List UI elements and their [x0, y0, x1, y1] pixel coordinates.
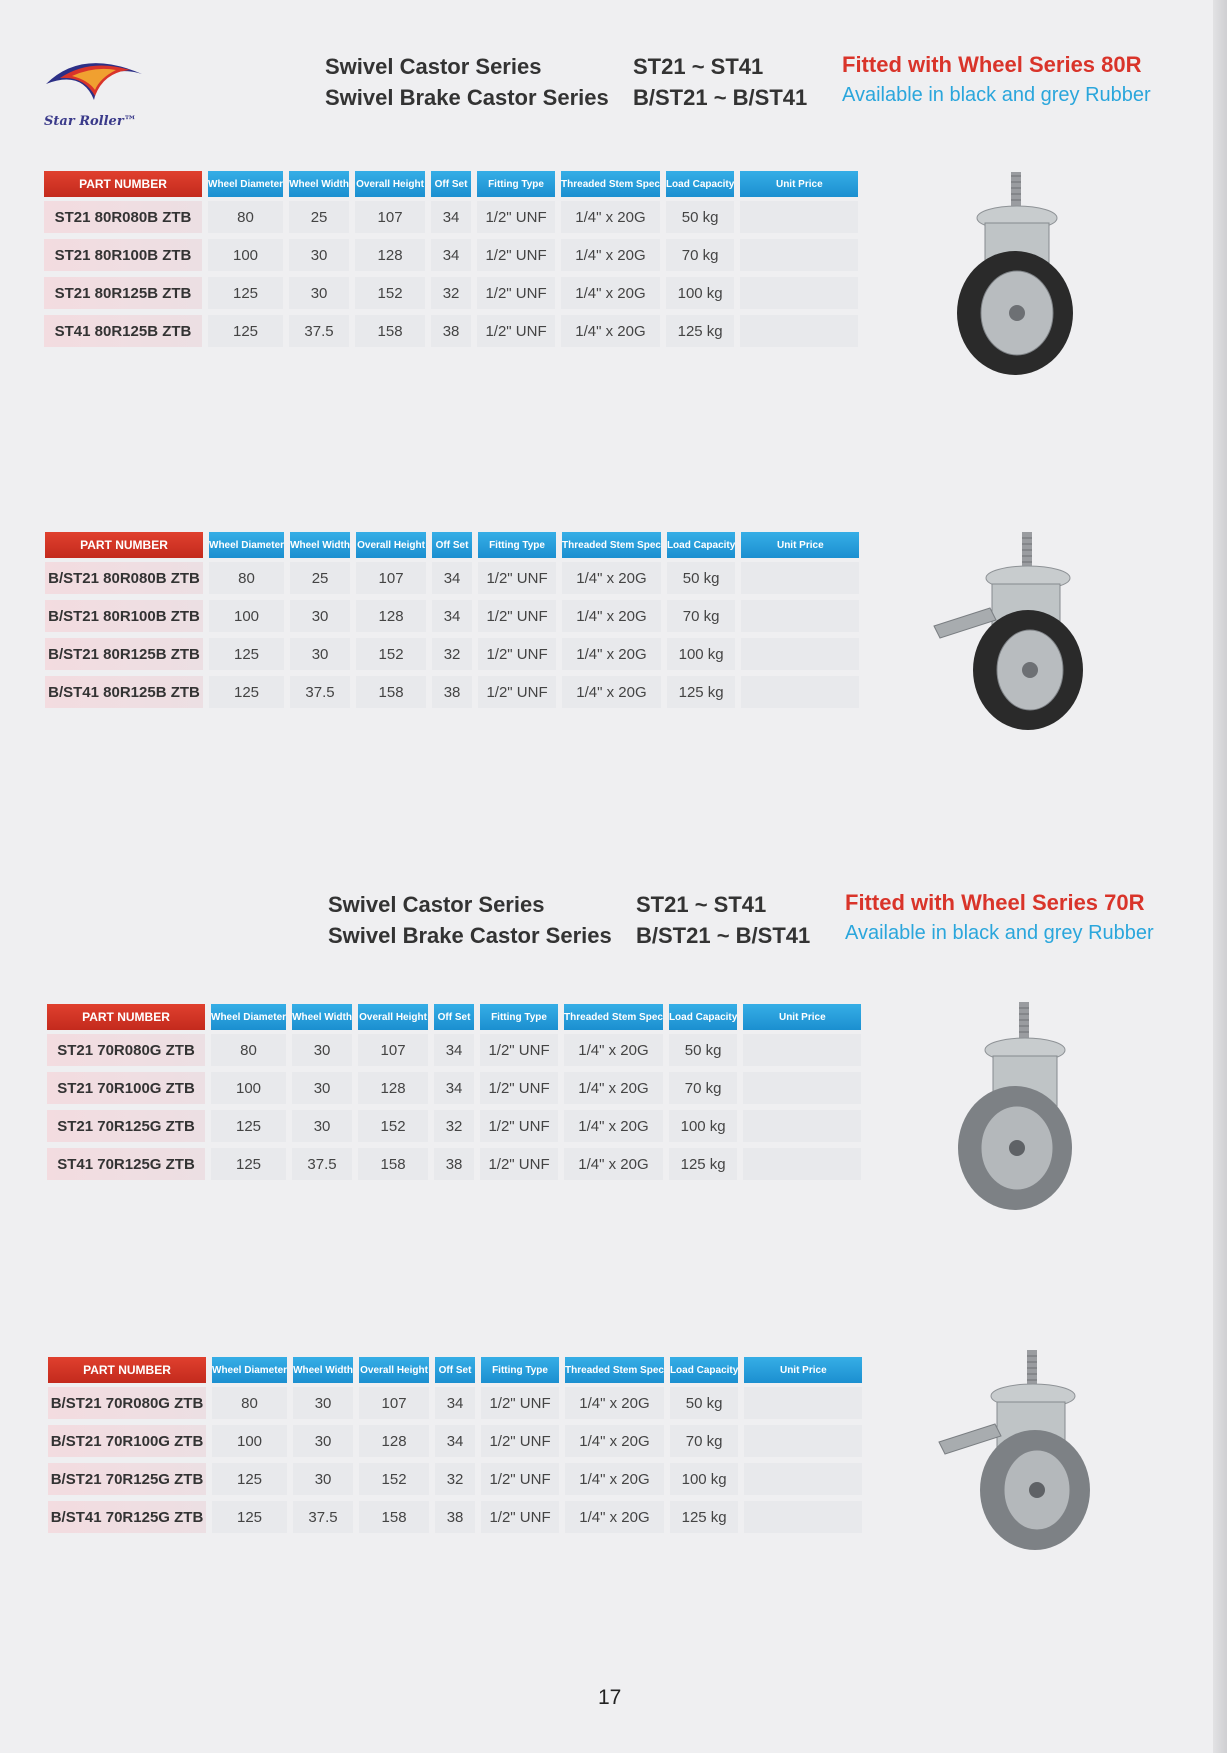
cell-overall-height: 128	[358, 1072, 428, 1110]
cell-part-number: ST21 70R100G ZTB	[47, 1072, 205, 1110]
brand-name: Star Roller™	[44, 114, 137, 129]
section-1-wheel-info	[842, 49, 1151, 111]
cell-threaded-stem-spec: 1/4" x 20G	[564, 1030, 663, 1072]
cell-threaded-stem-spec: 1/4" x 20G	[564, 1110, 663, 1148]
cell-fitting-type: 1/2" UNF	[478, 676, 556, 714]
cell-off-set: 34	[435, 1383, 475, 1425]
cell-wheel-diameter: 100	[211, 1072, 286, 1110]
swivel-castor-grey-image	[945, 1000, 1095, 1215]
cell-fitting-type: 1/2" UNF	[480, 1110, 558, 1148]
series-title: Swivel Brake Castor Series	[328, 923, 612, 948]
cell-fitting-type: 1/2" UNF	[480, 1030, 558, 1072]
cell-unit-price	[743, 1148, 861, 1186]
cell-threaded-stem-spec: 1/4" x 20G	[565, 1463, 664, 1501]
cell-load-capacity: 125 kg	[667, 676, 735, 714]
cell-wheel-diameter: 80	[211, 1030, 286, 1072]
cell-wheel-width: 30	[290, 638, 350, 676]
cell-threaded-stem-spec: 1/4" x 20G	[562, 558, 661, 600]
cell-off-set: 32	[432, 638, 472, 676]
column-header-wheel-diameter: Wheel Diameter	[212, 1357, 287, 1383]
cell-threaded-stem-spec: 1/4" x 20G	[565, 1425, 664, 1463]
fitted-wheel-series: Fitted with Wheel Series 80R	[842, 52, 1142, 77]
cell-wheel-width: 30	[292, 1030, 352, 1072]
column-header-load-capacity: Load Capacity	[669, 1004, 737, 1030]
cell-off-set: 38	[434, 1148, 474, 1186]
cell-unit-price	[740, 277, 858, 315]
section-2-series	[328, 889, 612, 951]
cell-wheel-width: 37.5	[289, 315, 349, 353]
cell-load-capacity: 100 kg	[669, 1110, 737, 1148]
cell-wheel-width: 37.5	[292, 1148, 352, 1186]
cell-wheel-diameter: 125	[211, 1148, 286, 1186]
column-header-off-set: Off Set	[431, 171, 471, 197]
cell-wheel-diameter: 80	[208, 197, 283, 239]
cell-unit-price	[740, 239, 858, 277]
cell-unit-price	[744, 1463, 862, 1501]
cell-threaded-stem-spec: 1/4" x 20G	[561, 239, 660, 277]
cell-unit-price	[740, 197, 858, 239]
cell-wheel-width: 37.5	[293, 1501, 353, 1539]
cell-part-number: B/ST41 70R125G ZTB	[48, 1501, 206, 1539]
table-row	[48, 1501, 862, 1539]
cell-threaded-stem-spec: 1/4" x 20G	[565, 1501, 664, 1539]
column-header-threaded-stem-spec: Threaded Stem Spec	[562, 532, 661, 558]
cell-part-number: B/ST21 70R080G ZTB	[48, 1383, 206, 1425]
cell-wheel-diameter: 100	[209, 600, 284, 638]
cell-off-set: 34	[431, 197, 471, 239]
table-row	[47, 1030, 861, 1072]
cell-load-capacity: 70 kg	[667, 600, 735, 638]
cell-fitting-type: 1/2" UNF	[481, 1501, 559, 1539]
section-1-series	[325, 51, 609, 113]
page-edge	[1213, 0, 1227, 1753]
cell-off-set: 38	[435, 1501, 475, 1539]
cell-unit-price	[741, 638, 859, 676]
cell-wheel-width: 25	[289, 197, 349, 239]
cell-fitting-type: 1/2" UNF	[481, 1383, 559, 1425]
cell-threaded-stem-spec: 1/4" x 20G	[561, 315, 660, 353]
cell-wheel-diameter: 125	[209, 676, 284, 714]
cell-unit-price	[741, 600, 859, 638]
series-codes: ST21 ~ ST41	[636, 892, 767, 917]
cell-overall-height: 158	[359, 1501, 429, 1539]
cell-part-number: ST41 80R125B ZTB	[44, 315, 202, 353]
table-row	[48, 1463, 862, 1501]
column-header-wheel-diameter: Wheel Diameter	[211, 1004, 286, 1030]
cell-load-capacity: 50 kg	[669, 1030, 737, 1072]
cell-fitting-type: 1/2" UNF	[477, 197, 555, 239]
cell-part-number: B/ST21 80R100B ZTB	[45, 600, 203, 638]
table-header-row	[45, 532, 859, 558]
table-row	[45, 638, 859, 676]
cell-off-set: 32	[435, 1463, 475, 1501]
cell-unit-price	[741, 558, 859, 600]
cell-off-set: 32	[431, 277, 471, 315]
column-header-off-set: Off Set	[432, 532, 472, 558]
cell-off-set: 38	[432, 676, 472, 714]
cell-threaded-stem-spec: 1/4" x 20G	[564, 1072, 663, 1110]
table-row	[47, 1110, 861, 1148]
cell-wheel-width: 37.5	[290, 676, 350, 714]
cell-overall-height: 128	[359, 1425, 429, 1463]
table-row	[45, 558, 859, 600]
cell-wheel-width: 30	[290, 600, 350, 638]
column-header-wheel-diameter: Wheel Diameter	[209, 532, 284, 558]
cell-load-capacity: 50 kg	[666, 197, 734, 239]
swivel-castor-black-image	[945, 168, 1095, 380]
cell-overall-height: 107	[359, 1383, 429, 1425]
cell-wheel-diameter: 125	[212, 1463, 287, 1501]
cell-overall-height: 107	[358, 1030, 428, 1072]
fitted-wheel-series: Fitted with Wheel Series 70R	[845, 890, 1145, 915]
cell-fitting-type: 1/2" UNF	[477, 277, 555, 315]
cell-threaded-stem-spec: 1/4" x 20G	[562, 676, 661, 714]
cell-overall-height: 152	[358, 1110, 428, 1148]
series-title: Swivel Castor Series	[325, 54, 542, 79]
cell-load-capacity: 70 kg	[669, 1072, 737, 1110]
cell-unit-price	[744, 1383, 862, 1425]
column-header-fitting-type: Fitting Type	[481, 1357, 559, 1383]
cell-part-number: B/ST41 80R125B ZTB	[45, 676, 203, 714]
cell-load-capacity: 70 kg	[666, 239, 734, 277]
table-row	[45, 676, 859, 714]
cell-overall-height: 158	[358, 1148, 428, 1186]
table-row	[48, 1425, 862, 1463]
spec-table-bst-70r	[42, 1357, 868, 1539]
cell-load-capacity: 125 kg	[670, 1501, 738, 1539]
column-header-off-set: Off Set	[434, 1004, 474, 1030]
table-row	[47, 1148, 861, 1186]
column-header-threaded-stem-spec: Threaded Stem Spec	[561, 171, 660, 197]
table-row	[47, 1072, 861, 1110]
cell-off-set: 34	[432, 600, 472, 638]
cell-wheel-width: 30	[293, 1425, 353, 1463]
cell-threaded-stem-spec: 1/4" x 20G	[565, 1383, 664, 1425]
column-header-load-capacity: Load Capacity	[666, 171, 734, 197]
column-header-overall-height: Overall Height	[359, 1357, 429, 1383]
cell-part-number: ST21 80R080B ZTB	[44, 197, 202, 239]
cell-threaded-stem-spec: 1/4" x 20G	[562, 638, 661, 676]
swivel-brake-castor-black-image	[930, 530, 1100, 735]
cell-threaded-stem-spec: 1/4" x 20G	[562, 600, 661, 638]
cell-wheel-diameter: 125	[212, 1501, 287, 1539]
column-header-wheel-diameter: Wheel Diameter	[208, 171, 283, 197]
cell-load-capacity: 100 kg	[666, 277, 734, 315]
column-header-unit-price: Unit Price	[740, 171, 858, 197]
column-header-fitting-type: Fitting Type	[478, 532, 556, 558]
cell-wheel-diameter: 100	[212, 1425, 287, 1463]
table-row	[44, 239, 858, 277]
cell-load-capacity: 100 kg	[667, 638, 735, 676]
column-header-overall-height: Overall Height	[355, 171, 425, 197]
cell-part-number: B/ST21 80R125B ZTB	[45, 638, 203, 676]
cell-overall-height: 152	[355, 277, 425, 315]
cell-off-set: 32	[434, 1110, 474, 1148]
cell-wheel-width: 30	[293, 1463, 353, 1501]
cell-fitting-type: 1/2" UNF	[480, 1072, 558, 1110]
cell-wheel-diameter: 125	[208, 315, 283, 353]
cell-fitting-type: 1/2" UNF	[477, 239, 555, 277]
column-header-wheel-width: Wheel Width	[289, 171, 349, 197]
cell-overall-height: 152	[359, 1463, 429, 1501]
section-1-codes	[633, 51, 807, 113]
cell-wheel-width: 30	[289, 239, 349, 277]
column-header-part-number: PART NUMBER	[44, 171, 202, 197]
cell-part-number: B/ST21 70R125G ZTB	[48, 1463, 206, 1501]
column-header-unit-price: Unit Price	[743, 1004, 861, 1030]
cell-fitting-type: 1/2" UNF	[481, 1425, 559, 1463]
cell-threaded-stem-spec: 1/4" x 20G	[564, 1148, 663, 1186]
table-header-row	[47, 1004, 861, 1030]
cell-load-capacity: 125 kg	[666, 315, 734, 353]
cell-overall-height: 158	[355, 315, 425, 353]
cell-overall-height: 128	[356, 600, 426, 638]
cell-wheel-diameter: 100	[208, 239, 283, 277]
cell-off-set: 34	[434, 1030, 474, 1072]
cell-fitting-type: 1/2" UNF	[478, 600, 556, 638]
cell-fitting-type: 1/2" UNF	[481, 1463, 559, 1501]
column-header-overall-height: Overall Height	[356, 532, 426, 558]
cell-threaded-stem-spec: 1/4" x 20G	[561, 277, 660, 315]
cell-load-capacity: 100 kg	[670, 1463, 738, 1501]
table-row	[45, 600, 859, 638]
cell-off-set: 38	[431, 315, 471, 353]
cell-wheel-width: 30	[292, 1110, 352, 1148]
cell-unit-price	[740, 315, 858, 353]
column-header-threaded-stem-spec: Threaded Stem Spec	[565, 1357, 664, 1383]
cell-fitting-type: 1/2" UNF	[477, 315, 555, 353]
table-row	[48, 1383, 862, 1425]
series-codes: ST21 ~ ST41	[633, 54, 764, 79]
table-row	[44, 277, 858, 315]
column-header-load-capacity: Load Capacity	[667, 532, 735, 558]
column-header-fitting-type: Fitting Type	[480, 1004, 558, 1030]
cell-unit-price	[744, 1501, 862, 1539]
star-roller-logo-icon	[42, 52, 148, 112]
cell-overall-height: 128	[355, 239, 425, 277]
cell-unit-price	[744, 1425, 862, 1463]
column-header-part-number: PART NUMBER	[48, 1357, 206, 1383]
cell-part-number: ST21 70R080G ZTB	[47, 1030, 205, 1072]
cell-wheel-width: 30	[289, 277, 349, 315]
cell-unit-price	[743, 1110, 861, 1148]
column-header-unit-price: Unit Price	[741, 532, 859, 558]
cell-part-number: B/ST21 80R080B ZTB	[45, 558, 203, 600]
cell-wheel-diameter: 125	[209, 638, 284, 676]
series-codes: B/ST21 ~ B/ST41	[636, 923, 811, 948]
series-title: Swivel Brake Castor Series	[325, 85, 609, 110]
cell-part-number: B/ST21 70R100G ZTB	[48, 1425, 206, 1463]
cell-part-number: ST21 80R100B ZTB	[44, 239, 202, 277]
column-header-part-number: PART NUMBER	[47, 1004, 205, 1030]
table-header-row	[44, 171, 858, 197]
cell-off-set: 34	[432, 558, 472, 600]
table-row	[44, 315, 858, 353]
column-header-load-capacity: Load Capacity	[670, 1357, 738, 1383]
cell-off-set: 34	[435, 1425, 475, 1463]
spec-table-st-70r	[41, 1004, 867, 1186]
cell-off-set: 34	[434, 1072, 474, 1110]
cell-overall-height: 107	[355, 197, 425, 239]
cell-part-number: ST21 80R125B ZTB	[44, 277, 202, 315]
cell-wheel-width: 30	[293, 1383, 353, 1425]
rubber-availability: Available in black and grey Rubber	[845, 922, 1154, 944]
cell-load-capacity: 125 kg	[669, 1148, 737, 1186]
column-header-wheel-width: Wheel Width	[290, 532, 350, 558]
cell-fitting-type: 1/2" UNF	[478, 638, 556, 676]
column-header-wheel-width: Wheel Width	[293, 1357, 353, 1383]
cell-wheel-width: 25	[290, 558, 350, 600]
column-header-unit-price: Unit Price	[744, 1357, 862, 1383]
section-2-wheel-info	[845, 887, 1154, 949]
column-header-threaded-stem-spec: Threaded Stem Spec	[564, 1004, 663, 1030]
cell-overall-height: 152	[356, 638, 426, 676]
column-header-wheel-width: Wheel Width	[292, 1004, 352, 1030]
cell-threaded-stem-spec: 1/4" x 20G	[561, 197, 660, 239]
cell-fitting-type: 1/2" UNF	[480, 1148, 558, 1186]
cell-load-capacity: 50 kg	[670, 1383, 738, 1425]
cell-part-number: ST41 70R125G ZTB	[47, 1148, 205, 1186]
cell-overall-height: 107	[356, 558, 426, 600]
cell-wheel-diameter: 80	[209, 558, 284, 600]
column-header-off-set: Off Set	[435, 1357, 475, 1383]
cell-overall-height: 158	[356, 676, 426, 714]
cell-load-capacity: 70 kg	[670, 1425, 738, 1463]
cell-load-capacity: 50 kg	[667, 558, 735, 600]
cell-wheel-diameter: 125	[208, 277, 283, 315]
spec-table-bst-80r	[39, 532, 865, 714]
table-header-row	[48, 1357, 862, 1383]
table-row	[44, 197, 858, 239]
cell-off-set: 34	[431, 239, 471, 277]
column-header-overall-height: Overall Height	[358, 1004, 428, 1030]
swivel-brake-castor-grey-image	[935, 1348, 1105, 1553]
cell-unit-price	[741, 676, 859, 714]
cell-part-number: ST21 70R125G ZTB	[47, 1110, 205, 1148]
section-2-codes	[636, 889, 810, 951]
cell-wheel-diameter: 80	[212, 1383, 287, 1425]
spec-table-st-80r	[38, 171, 864, 353]
cell-unit-price	[743, 1030, 861, 1072]
column-header-part-number: PART NUMBER	[45, 532, 203, 558]
cell-wheel-diameter: 125	[211, 1110, 286, 1148]
column-header-fitting-type: Fitting Type	[477, 171, 555, 197]
cell-unit-price	[743, 1072, 861, 1110]
brand-logo	[42, 52, 152, 132]
rubber-availability: Available in black and grey Rubber	[842, 84, 1151, 106]
series-codes: B/ST21 ~ B/ST41	[633, 85, 808, 110]
page-number: 17	[598, 1686, 622, 1709]
cell-wheel-width: 30	[292, 1072, 352, 1110]
cell-fitting-type: 1/2" UNF	[478, 558, 556, 600]
series-title: Swivel Castor Series	[328, 892, 545, 917]
